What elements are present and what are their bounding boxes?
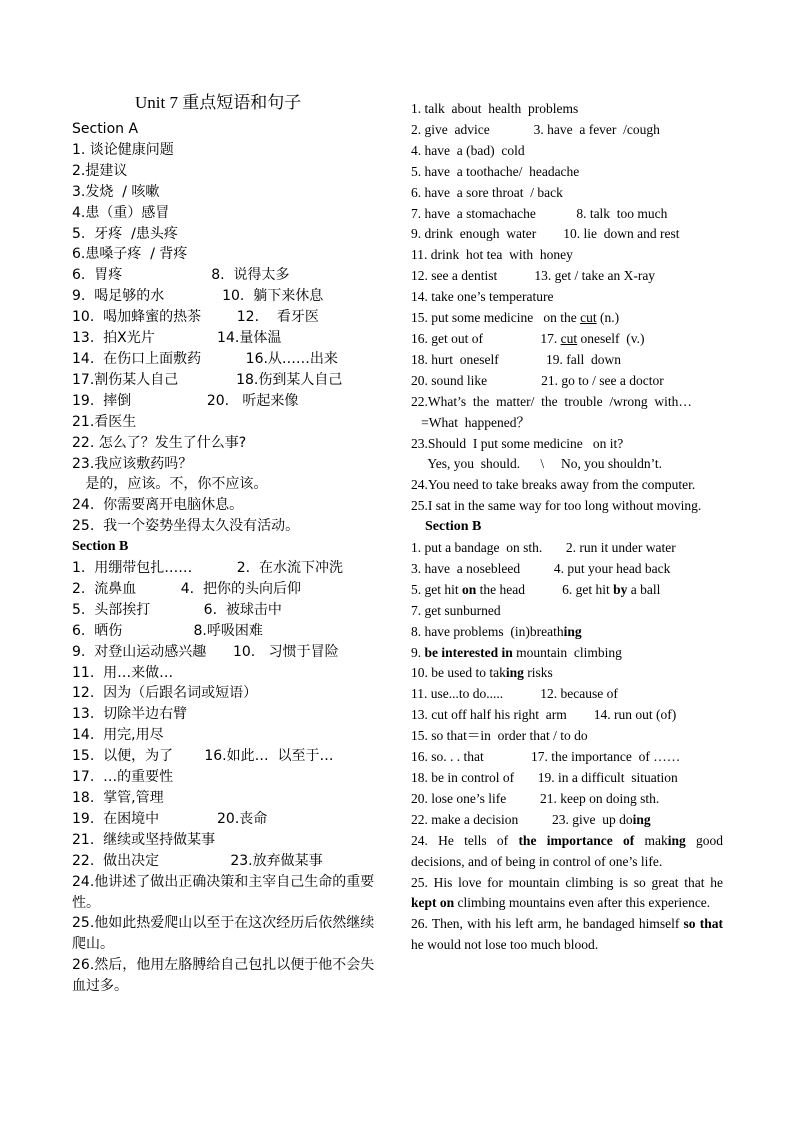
text-run: (n.) [596, 310, 620, 326]
list-item: 22. 做出决定 23.放弃做某事 [72, 852, 323, 869]
list-item: 6. 胃疼 8. 说得太多 [72, 267, 290, 284]
list-item: 12. 因为（后跟名词或短语） [72, 685, 258, 702]
bold-word: ing [667, 832, 686, 848]
list-item: 24.他讲述了做出正确决策和主宰自己生命的重要性。 [72, 873, 375, 911]
text-run: climbing mountains even after this experience. [454, 895, 711, 911]
list-item: 6. 晒伤 8.呼吸困难 [72, 622, 263, 639]
list-item: 6.患嗓子疼 / 背疼 [72, 246, 188, 263]
text-run: 15. put some medicine on the [411, 310, 581, 326]
list-item: 4. have a (bad) cold [411, 142, 525, 158]
list-item: 16. so. . . that 17. the importance of …… [411, 749, 681, 765]
list-item: 22. 怎么了？发生了什么事? [72, 434, 247, 451]
list-item: 4.患（重）感冒 [72, 204, 170, 221]
list-item: 21.看医生 [72, 413, 137, 430]
list-item: 21. 继续或坚持做某事 [72, 831, 216, 848]
list-item: 17.割伤某人自己 18.伤到某人自己 [72, 371, 343, 388]
text-run: mak [634, 832, 668, 848]
list-item [411, 622, 723, 643]
text-run: oneself (v.) [577, 330, 645, 346]
page-title: Unit 7 重点短语和句子 [135, 93, 302, 112]
list-item: 11. drink hot tea with honey [411, 247, 573, 263]
section-a-heading: Section A [72, 121, 139, 137]
list-item: 18. hurt oneself 19. fall down [411, 351, 621, 367]
list-item: 1. 谈论健康问题 [72, 141, 174, 158]
text-run: 16. get out of 17. [411, 330, 561, 346]
bold-word: the importance of [518, 832, 635, 848]
list-item: 17. …的重要性 [72, 769, 174, 786]
list-item [411, 810, 723, 831]
list-item: 25. 我一个姿势坐得太久没有活动。 [72, 518, 300, 535]
text-run: 9. [411, 644, 425, 660]
bold-word: by [613, 581, 628, 597]
list-item: 23.Should I put some medicine on it? [411, 435, 624, 451]
list-item [411, 643, 723, 664]
list-item: 12. see a dentist 13. get / take an X-ray [411, 268, 656, 284]
text-run: he would not lose too much blood. [411, 937, 599, 953]
list-item: 14. 用完,用尽 [72, 727, 164, 744]
text-run: the head 6. get hit [476, 581, 614, 597]
list-item: 25.I sat in the same way for too long without moving. [411, 498, 702, 514]
bold-word: kept on [411, 895, 455, 911]
chinese-column [72, 119, 388, 997]
list-item: 1. put a bandage on sth. 2. run it under water [411, 540, 676, 556]
list-item [411, 831, 723, 873]
list-item: 26.然后，他用左胳膊给自己包扎以便于他不会失血过多。 [72, 957, 375, 995]
list-item: 2. give advice 3. have a fever /cough [411, 121, 660, 137]
bold-word: be interested in [424, 644, 513, 660]
list-item: 14. take one’s temperature [411, 289, 554, 305]
text-run: 24. He tells of [411, 832, 519, 848]
section-b-heading: Section B [425, 519, 482, 535]
list-item: 25.他如此热爱爬山以至于在这次经历后依然继续爬山。 [72, 915, 375, 953]
list-item: 5. 牙疼 /患头疼 [72, 225, 178, 242]
list-item: 18. 掌管,管理 [72, 790, 164, 806]
list-item: 2.提建议 [72, 162, 128, 179]
text-run: 8. have problems (in)breath [411, 623, 564, 639]
list-item: 7. have a stomachache 8. talk too much [411, 205, 668, 221]
list-item: 20. lose one’s life 21. keep on doing sth. [411, 790, 660, 806]
list-item [411, 873, 723, 915]
section-b-heading: Section B [72, 539, 129, 555]
list-item: 9. 喝足够的水 10. 躺下来休息 [72, 288, 324, 305]
list-item: 10. 喝加蜂蜜的热茶 12. 看牙医 [72, 309, 319, 326]
list-item [411, 580, 723, 601]
list-item: 11. 用…来做… [72, 664, 174, 681]
text-run: 10. be used to tak [411, 665, 506, 681]
text-run: 22. make a decision 23. give up do [411, 811, 633, 827]
list-item: 24. 你需要离开电脑休息。 [72, 497, 244, 514]
list-item: =What happened？ [411, 414, 530, 430]
list-item: 23.我应该敷药吗？ [72, 455, 193, 472]
list-item [411, 329, 723, 350]
list-item: 15. 以便，为了 16.如此… 以至于… [72, 748, 334, 765]
bold-word: on [462, 581, 477, 597]
underlined-word: cut [560, 330, 578, 346]
text-run: risks [523, 665, 553, 681]
text-run: good decisions, and of being in control of one’s life. [411, 832, 723, 869]
list-item: 15. so that＝in order that / to do [411, 728, 588, 744]
list-item [411, 914, 723, 956]
english-column [411, 99, 723, 956]
text-run: 26. Then, with his left arm, he bandaged himself [411, 916, 684, 932]
text-run: 25. His love for mountain climbing is so great that he [411, 874, 723, 890]
list-item: 18. be in control of 19. in a difficult situation [411, 770, 678, 785]
list-item: 5. have a toothache/ headache [411, 163, 580, 179]
list-item: 5. 头部挨打 6. 被球击中 [72, 601, 282, 618]
bold-word: ing [563, 623, 582, 639]
list-item: 19. 在困境中 20.丧命 [72, 810, 268, 827]
list-item: 19. 摔倒 20. 听起来像 [72, 392, 299, 409]
list-item: 7. get sunburned [411, 602, 501, 618]
list-item: Yes, you should. \ No, you shouldn’t. [411, 456, 663, 472]
list-item: 14. 在伤口上面敷药 16.从……出来 [72, 350, 338, 367]
list-item: 是的，应该。不，你不应该。 [72, 476, 268, 493]
list-item: 3. have a nosebleed 4. put your head back [411, 560, 671, 576]
list-item: 13. 切除半边右臂 [72, 706, 188, 723]
text-run: 5. get hit [411, 581, 462, 597]
list-item: 3.发烧 / 咳嗽 [72, 183, 160, 200]
underlined-word: cut [580, 310, 597, 326]
list-item: 20. sound like 21. go to / see a doctor [411, 372, 664, 388]
list-item: 6. have a sore throat / back [411, 184, 563, 200]
list-item: 2. 流鼻血 4. 把你的头向后仰 [72, 580, 302, 597]
list-item: 22.What’s the matter/ the trouble /wrong with… [411, 393, 692, 409]
list-item [411, 308, 723, 329]
list-item [411, 663, 723, 684]
bold-word: ing [505, 665, 524, 681]
list-item: 24.You need to take breaks away from the computer. [411, 477, 696, 493]
list-item: 13. cut off half his right arm 14. run out (of) [411, 707, 677, 723]
list-item: 1. talk about health problems [411, 101, 579, 116]
list-item: 1. 用绷带包扎…… 2. 在水流下冲洗 [72, 560, 344, 577]
text-run: mountain climbing [512, 644, 622, 660]
bold-word: ing [632, 811, 651, 827]
list-item: 11. use...to do..... 12. because of [411, 686, 618, 702]
bold-word: so that [683, 916, 723, 932]
list-item: 9. drink enough water 10. lie down and rest [411, 226, 680, 242]
list-item: 13. 拍X光片 14.量体温 [72, 330, 282, 347]
list-item: 9. 对登山运动感兴趣 10. 习惯于冒险 [72, 643, 339, 660]
text-run: a ball [627, 581, 661, 597]
